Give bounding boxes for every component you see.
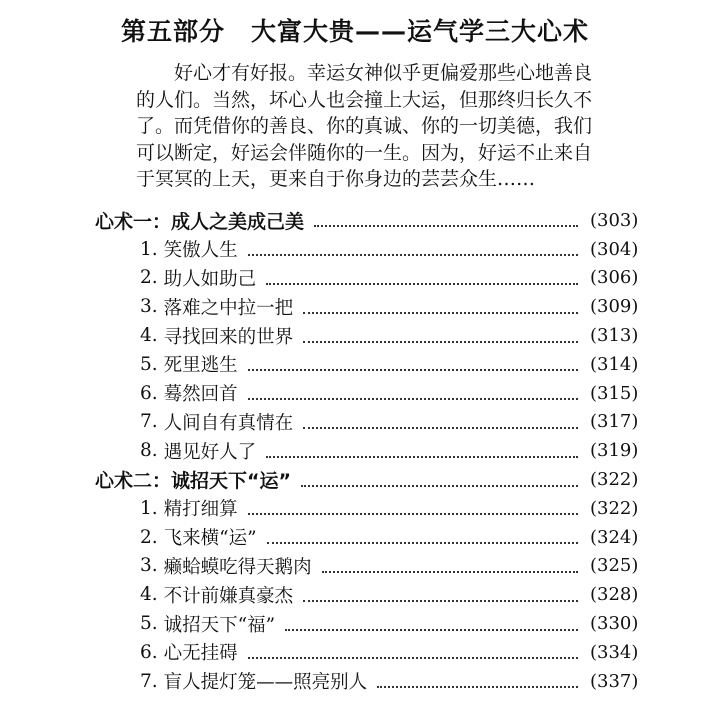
dot-leader [267,542,578,544]
entry-number: 2. [140,526,158,548]
dot-leader [314,225,578,227]
entry-title: 死里逃生 [163,355,238,377]
dot-leader [301,485,578,487]
page-number: (319) [590,440,639,462]
intro-line: 的人们。当然，坏心人也会撞上大运，但那终归长久不 [136,88,593,111]
page-number: (303) [590,209,639,231]
toc-entry[interactable] [0,494,710,523]
chapter-heading[interactable] [0,465,710,494]
toc-entry[interactable] [0,580,710,609]
intro-line: 可以断定，好运会伴随你的一生。因为，好运不止来自 [136,141,593,164]
entry-number: 3. [140,296,158,318]
dot-leader [303,600,578,602]
page-number: (314) [590,353,639,375]
entry-number: 2. [140,267,158,289]
table-of-contents [0,206,710,696]
dot-leader [248,398,578,400]
dot-leader [266,456,578,458]
page-number: (324) [590,526,639,548]
entry-title: 寻找回来的世界 [163,326,294,348]
entry-title: 精打细算 [163,499,238,521]
entry-title: 落难之中拉一把 [163,297,294,319]
section-title: 第五部分 大富大贵——运气学三大心术 [120,17,589,46]
entry-title: 癞蛤蟆吃得天鹅肉 [163,556,312,578]
dot-leader [248,369,578,371]
chapter-title: 心术一：成人之美成己美 [95,210,305,233]
page-number: (322) [590,469,639,491]
entry-title: 助人如助己 [163,268,257,290]
toc-entry[interactable] [0,638,710,667]
toc-entry[interactable] [0,350,710,379]
dot-leader [248,254,578,256]
entry-number: 7. [140,411,158,433]
toc-entry[interactable] [0,523,710,552]
intro-paragraph [136,60,636,193]
toc-entry[interactable] [0,667,710,696]
entry-title: 蓦然回首 [163,384,238,406]
entry-number: 3. [140,555,158,577]
page-number: (337) [590,670,639,692]
entry-title: 不计前嫌真豪杰 [163,585,294,607]
entry-number: 8. [140,440,158,462]
entry-title: 飞来横“运” [163,528,257,550]
dot-leader [285,629,578,631]
page-number: (322) [590,497,639,519]
page-number: (304) [590,238,639,260]
chapter-heading[interactable] [0,206,710,235]
dot-leader [303,312,578,314]
page-number: (334) [590,641,639,663]
entry-number: 7. [140,670,158,692]
page-number: (306) [590,267,639,289]
entry-number: 1. [140,238,158,260]
dot-leader [248,513,578,515]
chapter-title: 心术二：诚招天下“运” [95,470,291,493]
entry-title: 人间自有真情在 [163,412,294,434]
entry-number: 4. [140,325,158,347]
dot-leader [303,427,578,429]
toc-entry[interactable] [0,436,710,465]
dot-leader [322,571,578,573]
entry-number: 5. [140,353,158,375]
toc-entry[interactable] [0,235,710,264]
intro-line: 好心才有好报。幸运女神似乎更偏爱那些心地善良 [136,62,593,84]
entry-title: 盲人提灯笼——照亮别人 [163,672,368,694]
entry-title: 笑傲人生 [163,240,238,262]
toc-entry[interactable] [0,552,710,581]
dot-leader [248,657,578,659]
toc-entry[interactable] [0,321,710,350]
toc-entry[interactable] [0,292,710,321]
entry-number: 5. [140,613,158,635]
entry-number: 6. [140,641,158,663]
entry-title: 遇见好人了 [163,441,257,463]
dot-leader [377,686,578,688]
toc-entry[interactable] [0,264,710,293]
entry-number: 6. [140,382,158,404]
dot-leader [303,341,578,343]
page-number: (325) [590,555,639,577]
toc-entry[interactable] [0,609,710,638]
intro-line: 于冥冥的上天，更来自于你身边的芸芸众生…… [136,168,536,190]
dot-leader [266,283,578,285]
intro-line: 了。而凭借你的善良、你的真诚、你的一切美德，我们 [136,115,593,137]
page-number: (328) [590,584,639,606]
page-number: (330) [590,613,639,635]
page-number: (317) [590,411,639,433]
toc-entry[interactable] [0,408,710,437]
entry-number: 1. [140,497,158,519]
entry-title: 诚招天下“福” [163,614,276,636]
toc-entry[interactable] [0,379,710,408]
page-number: (315) [590,382,639,404]
page-number: (309) [590,296,639,318]
page-number: (313) [590,325,639,347]
entry-title: 心无挂碍 [163,643,238,665]
entry-number: 4. [140,584,158,606]
